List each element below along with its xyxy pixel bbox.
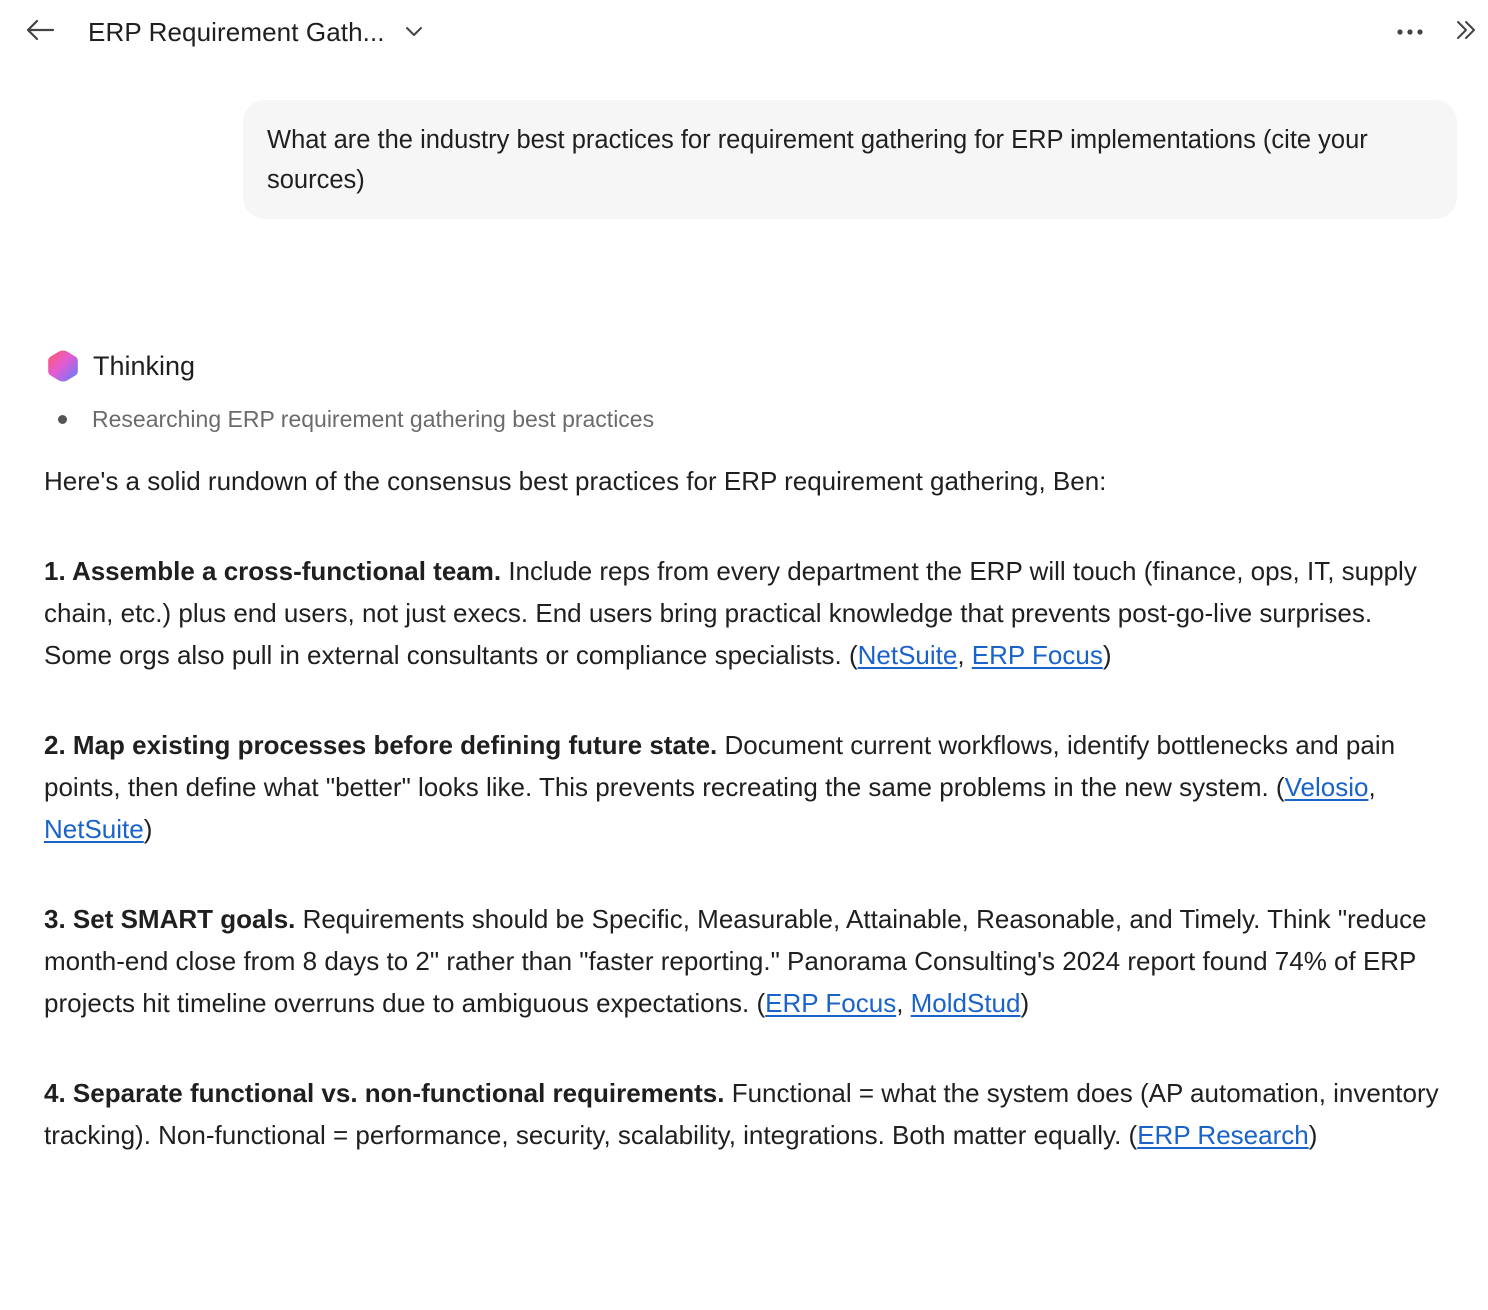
source-link-erp-focus[interactable]: ERP Focus	[971, 640, 1103, 670]
gradient-hexagon-icon	[46, 349, 80, 383]
double-chevron-right-icon	[1455, 19, 1477, 46]
thinking-header[interactable]	[46, 346, 195, 386]
item-heading: 3. Set SMART goals.	[44, 904, 296, 934]
response-item: 3. Set SMART goals. Requirements should be Specific, Measurable, Attainable, Reasonable, and Timely. Think "reduce month-end close from 8 days to 2" rather than "faster reporting." Panorama Consulting's 2024 report found 74% of ERP projects hit timeline overruns due to ambiguous expectations. (ERP Focus, MoldStud)	[44, 904, 1427, 1018]
conversation-title: ERP Requirement Gath...	[88, 16, 385, 47]
item-heading: 4. Separate functional vs. non-functional requirements.	[44, 1078, 725, 1108]
source-link-netsuite[interactable]: NetSuite	[44, 814, 144, 844]
source-link-erp-focus[interactable]: ERP Focus	[765, 988, 897, 1018]
thinking-step	[58, 402, 654, 436]
source-link-velosio[interactable]: Velosio	[1284, 772, 1369, 802]
source-link-moldstud[interactable]: MoldStud	[910, 988, 1021, 1018]
user-message-text: What are the industry best practices for requirement gathering for ERP implementations (cite your sources)	[267, 126, 1368, 194]
source-link-erp-research[interactable]: ERP Research	[1137, 1120, 1309, 1150]
back-button[interactable]	[20, 14, 60, 50]
item-body: Functional = what the system does (AP automation, inventory tracking). Non-functional = performance, security, scalability, integrations. Both matter equally. (	[44, 1078, 1439, 1150]
bullet-icon	[58, 415, 67, 424]
ellipsis-icon	[1396, 23, 1424, 41]
source-link-netsuite[interactable]: NetSuite	[857, 640, 958, 670]
chat-header	[0, 0, 1488, 66]
assistant-response	[44, 460, 1444, 1204]
response-item: 2. Map existing processes before defining future state. Document current workflows, identify bottlenecks and pain points, then define what "better" looks like. This prevents recreating the same problems in the new system. (Velosio, NetSuite)	[44, 730, 1396, 844]
response-item: 4. Separate functional vs. non-functional requirements. Functional = what the system does (AP automation, inventory tracking). Non-functional = performance, security, scalability, integrations. Both matter equally. (ERP Research)	[44, 1078, 1439, 1150]
item-body: Requirements should be Specific, Measurable, Attainable, Reasonable, and Timely. Think "reduce month-end close from 8 days to 2" rather than "faster reporting." Panorama Consulting's 2024 report found 74% of ERP projects hit timeline overruns due to ambiguous expectations. (	[44, 904, 1427, 1018]
collapse-panel-button[interactable]	[1446, 14, 1486, 50]
chevron-down-icon	[403, 21, 425, 43]
conversation-title-dropdown[interactable]	[88, 14, 425, 50]
response-intro: Here's a solid rundown of the consensus best practices for ERP requirement gathering, Ben:	[44, 466, 1107, 496]
response-item: 1. Assemble a cross-functional team. Include reps from every department the ERP will touch (finance, ops, IT, supply chain, etc.) plus end users, not just execs. End users bring practical knowledge that prevents post-go-live surprises. Some orgs also pull in external consultants or compliance specialists. (NetSuite, ERP Focus)	[44, 556, 1417, 670]
thinking-label: Thinking	[93, 350, 196, 381]
item-heading: 2. Map existing processes before defining future state.	[44, 730, 718, 760]
arrow-left-icon	[25, 18, 55, 47]
more-options-button[interactable]	[1388, 14, 1432, 50]
item-body: Document current workflows, identify bottlenecks and pain points, then define what "better" looks like. This prevents recreating the same problems in the new system. (	[44, 730, 1396, 802]
item-body: Include reps from every department the ERP will touch (finance, ops, IT, supply chain, etc.) plus end users, not just execs. End users bring practical knowledge that prevents post-go-live surprises. Some orgs also pull in external consultants or compliance specialists. (	[44, 556, 1417, 670]
item-heading: 1. Assemble a cross-functional team.	[44, 556, 502, 586]
user-message-bubble	[243, 100, 1457, 219]
thinking-step-text: Researching ERP requirement gathering best practices	[92, 405, 655, 432]
